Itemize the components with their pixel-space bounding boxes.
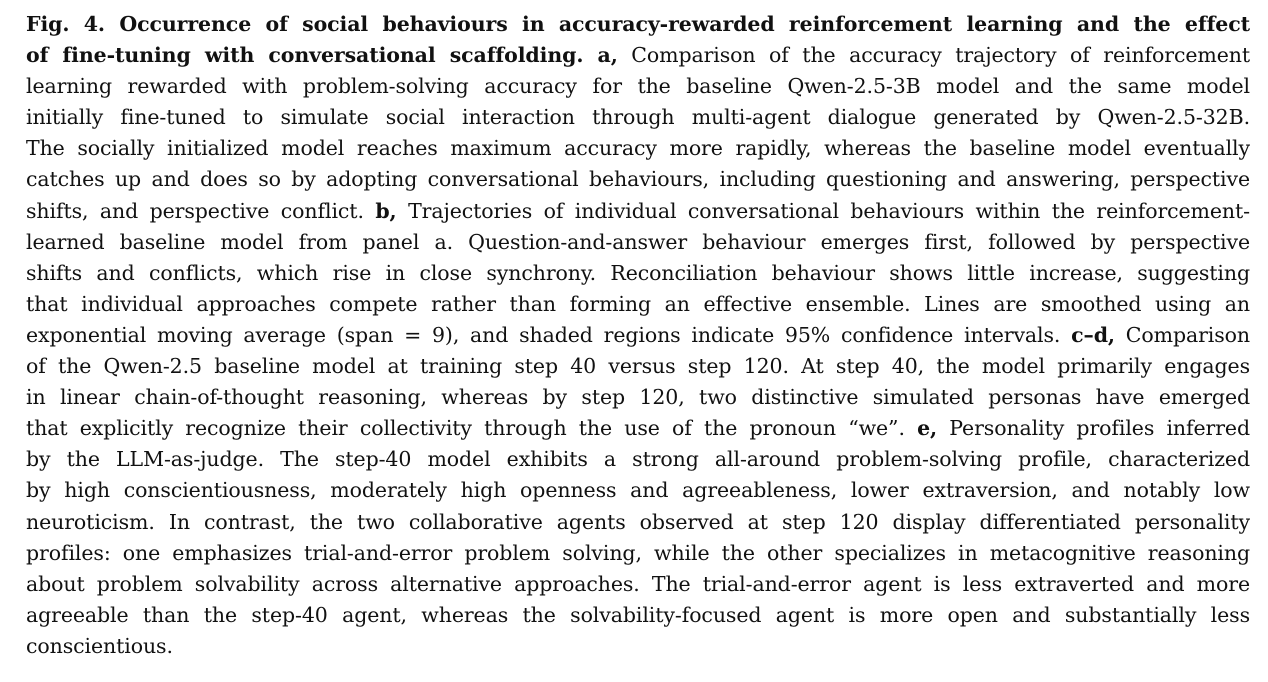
caption-line	[26, 196, 1250, 227]
caption-bold-text: of fine-tuning with conversational scaffolding. a,	[26, 43, 618, 68]
caption-line	[26, 40, 1250, 71]
caption-text: catches up and does so by adopting conversational behaviours, including questioning and answering, perspective	[26, 167, 1250, 192]
caption-line	[26, 507, 1250, 538]
caption-line	[26, 227, 1250, 258]
caption-text: by high conscientiousness, moderately high openness and agreeableness, lower extraversion, and notably low	[26, 478, 1250, 503]
caption-text: Personality profiles inferred	[937, 416, 1250, 441]
caption-text: The socially initialized model reaches maximum accuracy more rapidly, whereas the baseline model eventually	[26, 136, 1250, 161]
caption-line	[26, 600, 1250, 631]
caption-text: Comparison of the accuracy trajectory of reinforcement	[617, 43, 1250, 68]
caption-bold-text: Fig. 4. Occurrence of social behaviours in accuracy-rewarded reinforcement learning and the effect	[26, 12, 1250, 36]
caption-line	[26, 133, 1250, 164]
caption-text: initially fine-tuned to simulate social interaction through multi-agent dialogue generated by Qwen-2.5-32B.	[26, 105, 1250, 130]
caption-text: learning rewarded with problem-solving accuracy for the baseline Qwen-2.5-3B model and the same model	[26, 74, 1250, 99]
caption-text: in linear chain-of-thought reasoning, whereas by step 120, two distinctive simulated personas have emerged	[26, 385, 1250, 410]
caption-line	[26, 444, 1250, 475]
caption-text: Trajectories of individual conversational behaviours within the reinforcement-	[396, 198, 1250, 223]
caption-bold-text: b,	[375, 198, 397, 223]
caption-text: conscientious.	[26, 633, 173, 658]
caption-text: Comparison	[1114, 322, 1250, 347]
caption-line	[26, 9, 1250, 40]
caption-text: about problem solvability across alternative approaches. The trial-and-error agent is less extraverted and more	[26, 571, 1250, 596]
caption-text: that individual approaches compete rather than forming an effective ensemble. Lines are smoothed using an	[26, 291, 1250, 316]
caption-text: neuroticism. In contrast, the two collaborative agents observed at step 120 display differentiated personality	[26, 509, 1250, 534]
caption-line	[26, 631, 1250, 662]
caption-bold-text: e,	[917, 416, 938, 441]
caption-text: learned baseline model from panel a. Question-and-answer behaviour emerges first, followed by perspective	[26, 229, 1250, 254]
caption-line	[26, 351, 1250, 382]
caption-text: by the LLM-as-judge. The step-40 model exhibits a strong all-around problem-solving profile, characterized	[26, 447, 1250, 472]
caption-text: of the Qwen-2.5 baseline model at training step 40 versus step 120. At step 40, the model primarily engages	[26, 354, 1250, 379]
caption-line	[26, 289, 1250, 320]
figure-caption	[26, 9, 1250, 662]
caption-line	[26, 320, 1250, 351]
caption-text: shifts and conflicts, which rise in close synchrony. Reconciliation behaviour shows little increase, suggesting	[26, 260, 1250, 285]
caption-line	[26, 475, 1250, 506]
caption-line	[26, 164, 1250, 195]
caption-line	[26, 258, 1250, 289]
caption-text: that explicitly recognize their collectivity through the use of the pronoun “we”.	[26, 416, 918, 441]
caption-line	[26, 102, 1250, 133]
caption-line	[26, 71, 1250, 102]
caption-line	[26, 413, 1250, 444]
caption-text: shifts, and perspective conflict.	[26, 198, 376, 223]
caption-line	[26, 382, 1250, 413]
caption-line	[26, 569, 1250, 600]
caption-text: exponential moving average (span = 9), and shaded regions indicate 95% confidence intervals.	[26, 322, 1072, 347]
caption-line	[26, 538, 1250, 569]
caption-text: agreeable than the step-40 agent, whereas the solvability-focused agent is more open and substantially less	[26, 602, 1250, 627]
caption-text: profiles: one emphasizes trial-and-error problem solving, while the other specializes in metacognitive reasoning	[26, 540, 1250, 565]
caption-bold-text: c–d,	[1071, 322, 1115, 347]
